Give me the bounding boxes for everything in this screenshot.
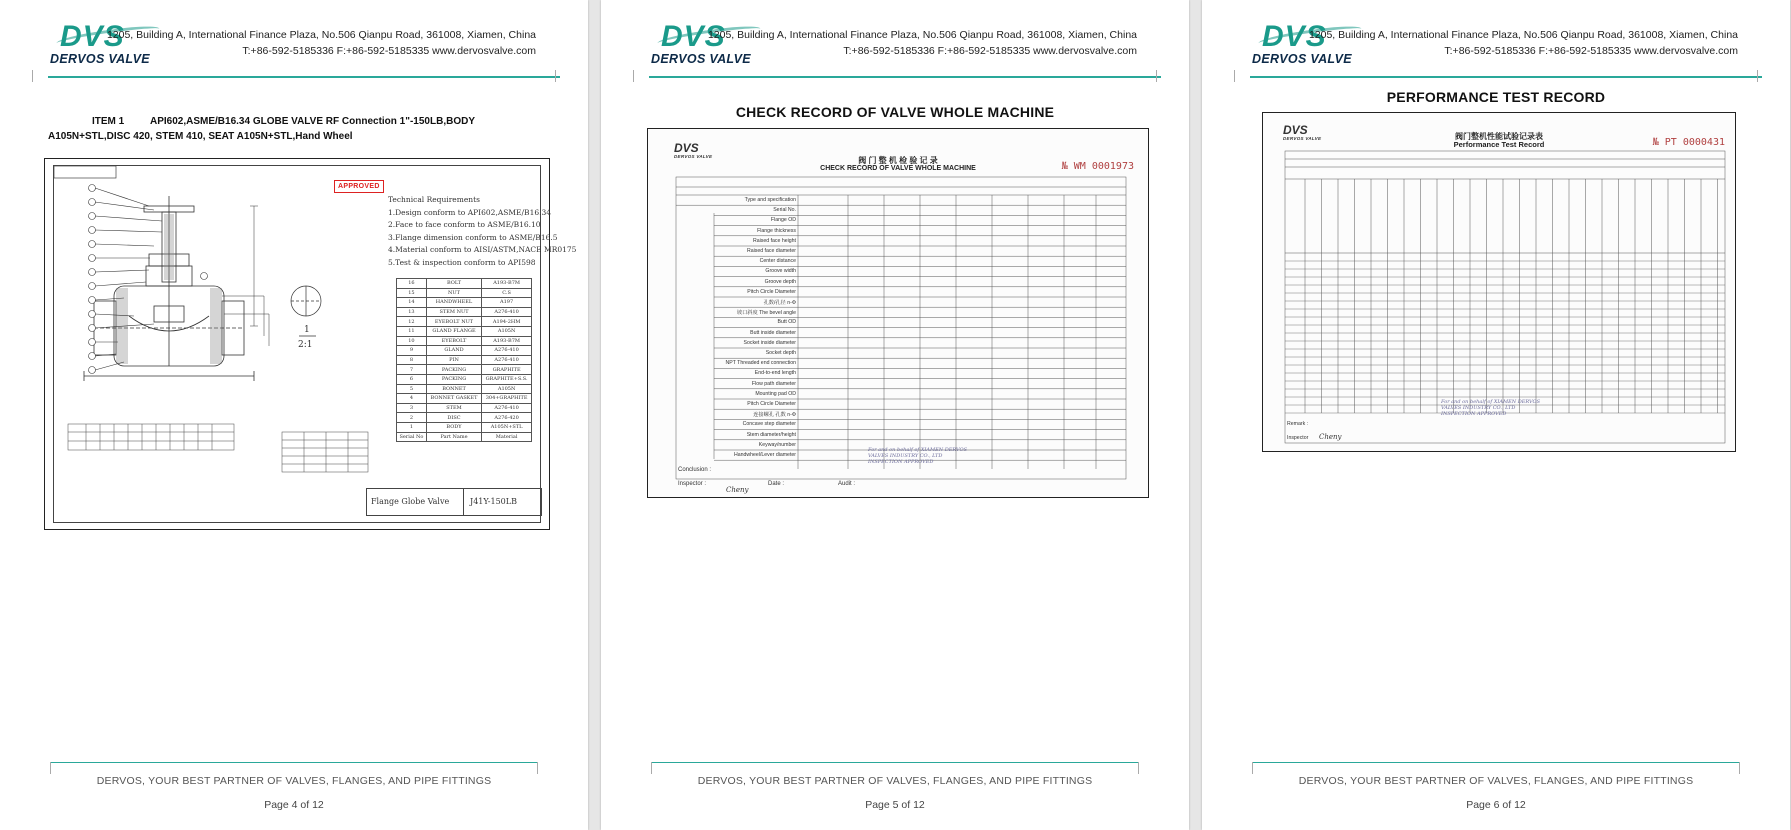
svg-text:1: 1 [304,325,310,335]
check-row-label: Groove depth [764,278,796,285]
inspection-stamp: For and on behalf of XIAMEN DERVOS VALVES INDUSTRY CO., LTD INSPECTION APPROVED [868,447,968,465]
parts-cell: 16 [397,279,427,289]
parts-cell: A276-410 [482,307,532,317]
parts-cell: A276-410 [482,403,532,413]
parts-cell: PACKING [426,365,481,375]
company-contact: T:+86-592-5185336 F:+86-592-5185335 www.dervosvalve.com [1444,45,1738,57]
check-row-label: Raised face diameter [746,248,796,254]
check-row-label: 坡口斜度 The bevel angle [736,310,796,317]
company-logo: DVS DERVOS VALVE [1252,18,1372,66]
check-row-label: Butt OD [777,319,796,326]
parts-cell: A197 [482,298,532,308]
parts-cell: A276-410 [482,346,532,356]
parts-cell: 9 [397,346,427,356]
check-row-label: Pitch Circle Diameter [747,401,796,407]
parts-header-cell: Material [482,432,532,442]
check-row-label: Concave step diameter [742,421,796,428]
parts-cell: BONNET GASKET [426,394,481,404]
parts-list-table [396,278,532,442]
parts-header-cell: Serial No [397,432,427,442]
parts-row [397,317,532,327]
footer-tagline: DERVOS, YOUR BEST PARTNER OF VALVES, FLANGES, AND PIPE FITTINGS [96,775,492,787]
item-title: ITEM 1 API602,ASME/B16.34 GLOBE VALVE RF Connection 1"-150LB,BODY A105N+STL,DISC 420, STEM 410, SEAT A105N+STL,Hand Wheel [48,116,475,142]
check-row-label: Flow path diameter [751,380,796,387]
parts-cell: GRAPHITE [482,365,532,375]
check-row-label: 连接螺孔 孔数 n-Φ [753,412,796,419]
technical-requirements: Technical Requirements 1.Design conform to API602,ASME/B16.34 2.Face to face conform to ASME/B16.10 3.Flange dimension conform to ASME/B16.5 4.Material conform to AISI/ASTM,NACE MR0175 5.Test & inspection conform to API598 [388,195,577,267]
parts-row [397,298,532,308]
parts-cell: HANDWHEEL [426,298,481,308]
check-row-label: Socket depth [765,350,796,356]
parts-cell: 12 [397,317,427,327]
check-row-label: Groove width [765,268,796,275]
svg-text:2:1: 2:1 [298,340,313,350]
company-address: 1205, Building A, International Finance Plaza, No.506 Qianpu Road, 361008, Xiamen, China [106,29,536,41]
parts-cell: 8 [397,355,427,365]
parts-row [397,288,532,298]
inspector-signature: Cheny [1319,433,1342,441]
parts-row [397,355,532,365]
company-address: 1205, Building A, International Finance Plaza, No.506 Qianpu Road, 361008, Xiamen, China [1308,29,1738,41]
page-number: Page 4 of 12 [264,799,324,811]
company-contact: T:+86-592-5185336 F:+86-592-5185335 www.dervosvalve.com [242,45,536,57]
parts-row [397,374,532,384]
page-header [1232,18,1762,80]
footer-tagline: DERVOS, YOUR BEST PARTNER OF VALVES, FLANGES, AND PIPE FITTINGS [1298,775,1694,787]
performance-test-scan: DVS DERVOS VALVE 阀门整机性能试验记录表 Performance Test Record № PT 0000431 Remark : Inspector Cheny For and on behalf of XIAMEN DERVOS VALVES INDUSTRY CO., LTD INSPECTION APPROVED [1262,112,1736,452]
check-row-label: Pitch Circle Diameter [747,288,796,295]
approved-stamp: APPROVED [334,180,384,193]
scan-logo: DVS DERVOS VALVE [674,141,713,159]
parts-cell: EYEBOLT [426,336,481,346]
parts-cell: A193-B7M [482,336,532,346]
check-row-label: Socket inside diameter [743,339,796,346]
parts-cell: STEM NUT [426,307,481,317]
check-row-label: Serial No. [773,207,796,214]
parts-cell: A105N+STL [482,422,532,432]
parts-cell: A193-B7M [482,279,532,289]
parts-cell: DISC [426,413,481,423]
check-row-label: 孔数/孔径 n-Φ [763,300,796,306]
parts-cell: A194-2HM [482,317,532,327]
check-row-label: Handwheel/Lever diameter [734,452,796,458]
parts-cell: BOLT [426,279,481,289]
document-page-6 [1202,0,1790,830]
parts-header-row [397,432,532,442]
footer-tagline: DERVOS, YOUR BEST PARTNER OF VALVES, FLANGES, AND PIPE FITTINGS [697,775,1093,787]
check-row-label: Type and specification [744,197,796,203]
parts-cell: BODY [426,422,481,432]
page-header [631,18,1161,80]
parts-cell: 7 [397,365,427,375]
parts-row [397,336,532,346]
parts-cell: GLAND [426,346,481,356]
company-address: 1205, Building A, International Finance Plaza, No.506 Qianpu Road, 361008, Xiamen, China [707,29,1137,41]
page-header [30,18,560,80]
check-row-label: Keyway/number [758,441,796,448]
parts-cell: PACKING [426,374,481,384]
company-logo: DVS DERVOS VALVE [50,18,170,66]
parts-header-cell: Part Name [426,432,481,442]
inspector-label: Inspector : [678,481,707,487]
parts-cell: GRAPHITE+S.S. [482,374,532,384]
parts-row [397,422,532,432]
parts-row [397,413,532,423]
parts-cell: 4 [397,394,427,404]
company-logo: DVS DERVOS VALVE [651,18,771,66]
parts-cell: EYEBOLT NUT [426,317,481,327]
parts-row [397,346,532,356]
check-row-label: Flange thickness [757,227,796,234]
parts-cell: 5 [397,384,427,394]
parts-cell: 10 [397,336,427,346]
document-page-4 [0,0,588,830]
parts-cell: 15 [397,288,427,298]
parts-cell: GLAND FLANGE [426,326,481,336]
parts-row [397,403,532,413]
parts-cell: 11 [397,326,427,336]
check-record-scan: DVS DERVOS VALVE 阀 门 整 机 检 验 记 录 CHECK RECORD OF VALVE WHOLE MACHINE № WM 0001973 Type and specification Serial No. Flange OD Flange thickness Raised face height Raised face diameter Center distance Groove width Groove depth Pitch Circle Diameter 孔数/孔径 n-Φ 坡口斜度 The bevel angle Butt OD Butt inside diameter Socket inside diameter Socket depth NPT Threaded end connection End-to-end length Flow path diameter Mounting pad OD Pitch Circle Diameter 连接螺孔 孔数 n-Φ Concave step diameter Stem diameter/height Keyway/number Handwheel/Lever diameter Conclusion : Inspector : Date : Audit : Cheny For and on behalf of XIAMEN DERVOS VALVES INDUSTRY CO., LTD INSPECTION APPROVED [647,128,1149,498]
parts-row [397,394,532,404]
check-row-label: NPT Threaded end connection [725,360,796,367]
check-row-label: Flange OD [770,217,796,224]
parts-row [397,365,532,375]
parts-cell: NUT [426,288,481,298]
section-title: PERFORMANCE TEST RECORD [1386,89,1606,105]
parts-cell: 13 [397,307,427,317]
check-row-label: End-to-end length [754,370,796,377]
parts-cell: A105N [482,326,532,336]
parts-cell: A105N [482,384,532,394]
page-number: Page 5 of 12 [865,799,925,811]
section-title: CHECK RECORD OF VALVE WHOLE MACHINE [735,104,1055,120]
parts-cell: A276-420 [482,413,532,423]
parts-cell: BONNET [426,384,481,394]
check-row-label: Raised face height [753,237,796,244]
parts-row [397,279,532,289]
parts-cell: 2 [397,413,427,423]
parts-row [397,326,532,336]
inspector-signature: Cheny [726,486,749,494]
page-number: Page 6 of 12 [1466,799,1526,811]
document-page-5 [601,0,1189,830]
parts-cell: 3 [397,403,427,413]
inspection-stamp: For and on behalf of XIAMEN DERVOS VALVES INDUSTRY CO., LTD INSPECTION APPROVED [1441,399,1541,417]
parts-cell: C.S [482,288,532,298]
parts-cell: A276-410 [482,355,532,365]
remark-label: Remark : [1287,421,1309,427]
valve-drawing [44,158,577,530]
inspector-label: Inspector [1287,435,1309,441]
parts-cell: 304+GRAPHITE [482,394,532,404]
check-row-label: Center distance [759,258,796,265]
record-number: № WM 0001973 [1061,161,1134,172]
check-row-label: Stem diameter/height [746,431,796,438]
company-contact: T:+86-592-5185336 F:+86-592-5185335 www.dervosvalve.com [843,45,1137,57]
parts-row [397,307,532,317]
parts-cell: STEM [426,403,481,413]
check-row-label: Mounting pad OD [755,390,796,397]
scan-logo: DVS DERVOS VALVE [1283,123,1322,141]
drawing-title-block: Flange Globe Valve J41Y-150LB [366,488,542,516]
parts-cell: 1 [397,422,427,432]
parts-cell: 14 [397,298,427,308]
check-row-label: Butt inside diameter [750,329,796,336]
parts-cell: PIN [426,355,481,365]
parts-row [397,384,532,394]
parts-cell: 6 [397,374,427,384]
record-number: № PT 0000431 [1652,137,1725,148]
